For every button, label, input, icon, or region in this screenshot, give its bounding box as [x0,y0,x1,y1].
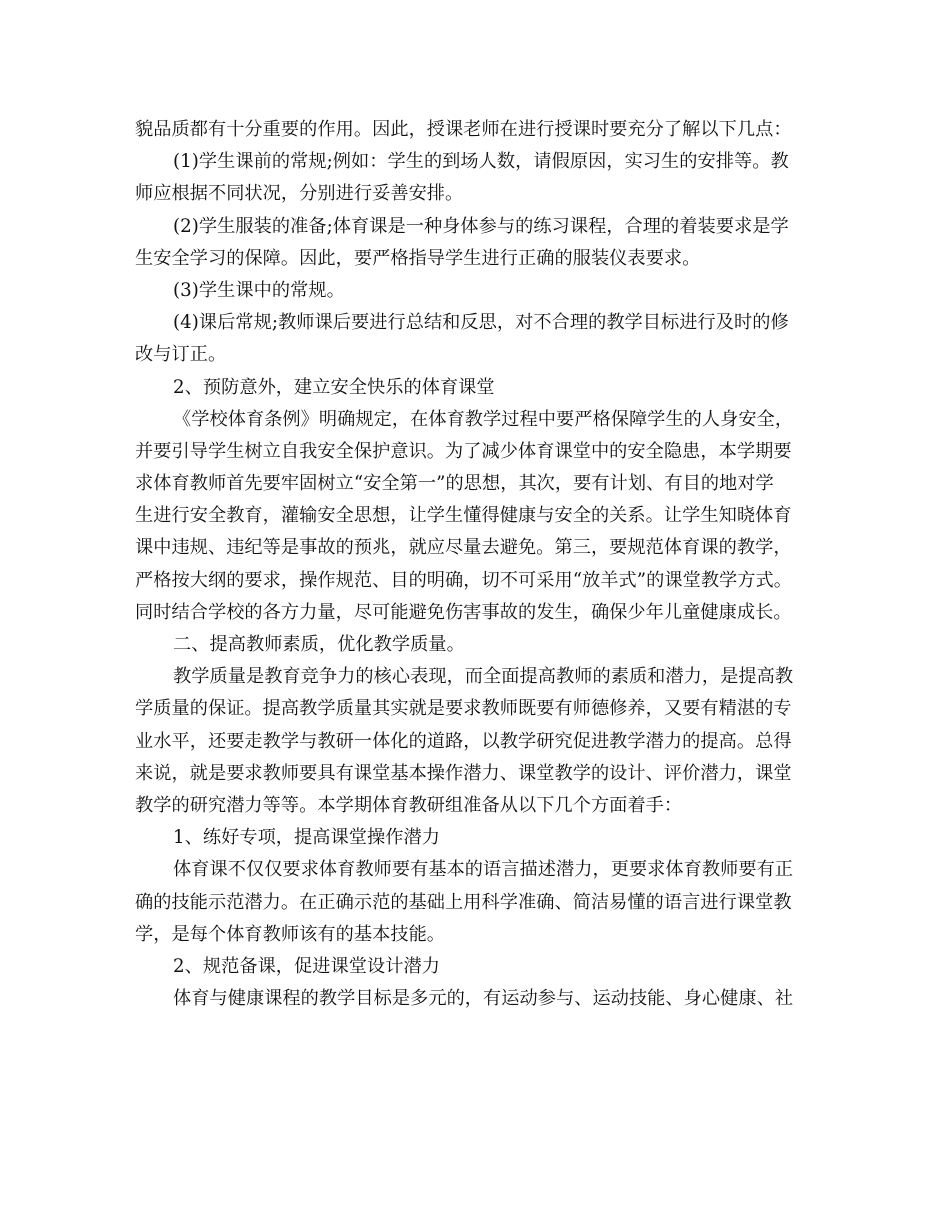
text-line: 学，是每个体育教师该有的基本技能。 [135,923,446,945]
text-line: 同时结合学校的各方力量，尽可能避免伤害事故的发生，确保少年儿童健康成长。 [135,601,792,623]
text-line: 体育课不仅仅要求体育教师要有基本的语言描述潜力，更要求体育教师要有正 [173,859,794,881]
text-line: (3)学生课中的常规。 [173,279,345,301]
text-line: (1)学生课前的常规;例如：学生的到场人数，请假原因，实习生的安排等。教 [173,151,789,173]
text-line: 教学质量是教育竞争力的核心表现，而全面提高教师的素质和潜力，是提高教 [173,666,794,688]
text-line: 生安全学习的保障。因此，要严格指导学生进行正确的服装仪表要求。 [135,247,701,269]
text-line: 体育与健康课程的教学目标是多元的，有运动参与、运动技能、身心健康、社 [173,988,794,1010]
text-line: 确的技能示范潜力。在正确示范的基础上用科学准确、简洁易懂的语言进行课堂教 [135,891,792,913]
text-line: 改与订正。 [135,344,227,366]
text-line: (4)课后常规;教师课后要进行总结和反思，对不合理的教学目标进行及时的修 [173,312,789,334]
text-line: 《学校体育条例》明确规定，在体育教学过程中要严格保障学生的人身安全， [173,408,794,430]
text-line: 业水平，还要走教学与教研一体化的道路，以教学研究促进教学潜力的提高。总得 [135,730,792,752]
text-line: 教学的研究潜力等等。本学期体育教研组准备从以下几个方面着手： [135,794,683,816]
text-line: 貌品质都有十分重要的作用。因此，授课老师在进行授课时要充分了解以下几点： [135,119,792,140]
section-heading: 二、提高教师素质，优化教学质量。 [173,634,465,655]
section-heading: 2、预防意外，建立安全快乐的体育课堂 [173,376,495,398]
section-heading: 1、练好专项，提高课堂操作潜力 [173,827,440,849]
text-line: 师应根据不同状况，分别进行妥善安排。 [135,183,464,205]
text-line: 求体育教师首先要牢固树立“安全第一”的思想，其次，要有计划、有目的地对学 [135,473,774,495]
text-line: 严格按大纲的要求，操作规范、目的明确，切不可采用“放羊式”的课堂教学方式。 [135,569,793,591]
text-line: (2)学生服装的准备;体育课是一种身体参与的练习课程，合理的着装要求是学 [173,215,789,237]
section-heading: 2、规范备课，促进课堂设计潜力 [173,955,440,977]
text-line: 课中违规、违纪等是事故的预兆，就应尽量去避免。第三，要规范体育课的教学， [135,537,792,559]
text-line: 并要引导学生树立自我安全保护意识。为了减少体育课堂中的安全隐患，本学期要 [135,440,792,462]
document-body [135,114,825,1015]
text-line: 学质量的保证。提高教学质量其实就是要求教师既要有师德修养，又要有精湛的专 [135,698,792,720]
text-line: 生进行安全教育，灌输安全思想，让学生懂得健康与安全的关系。让学生知晓体育 [135,505,792,527]
text-line: 来说，就是要求教师要具有课堂基本操作潜力、课堂教学的设计、评价潜力，课堂 [135,762,792,784]
